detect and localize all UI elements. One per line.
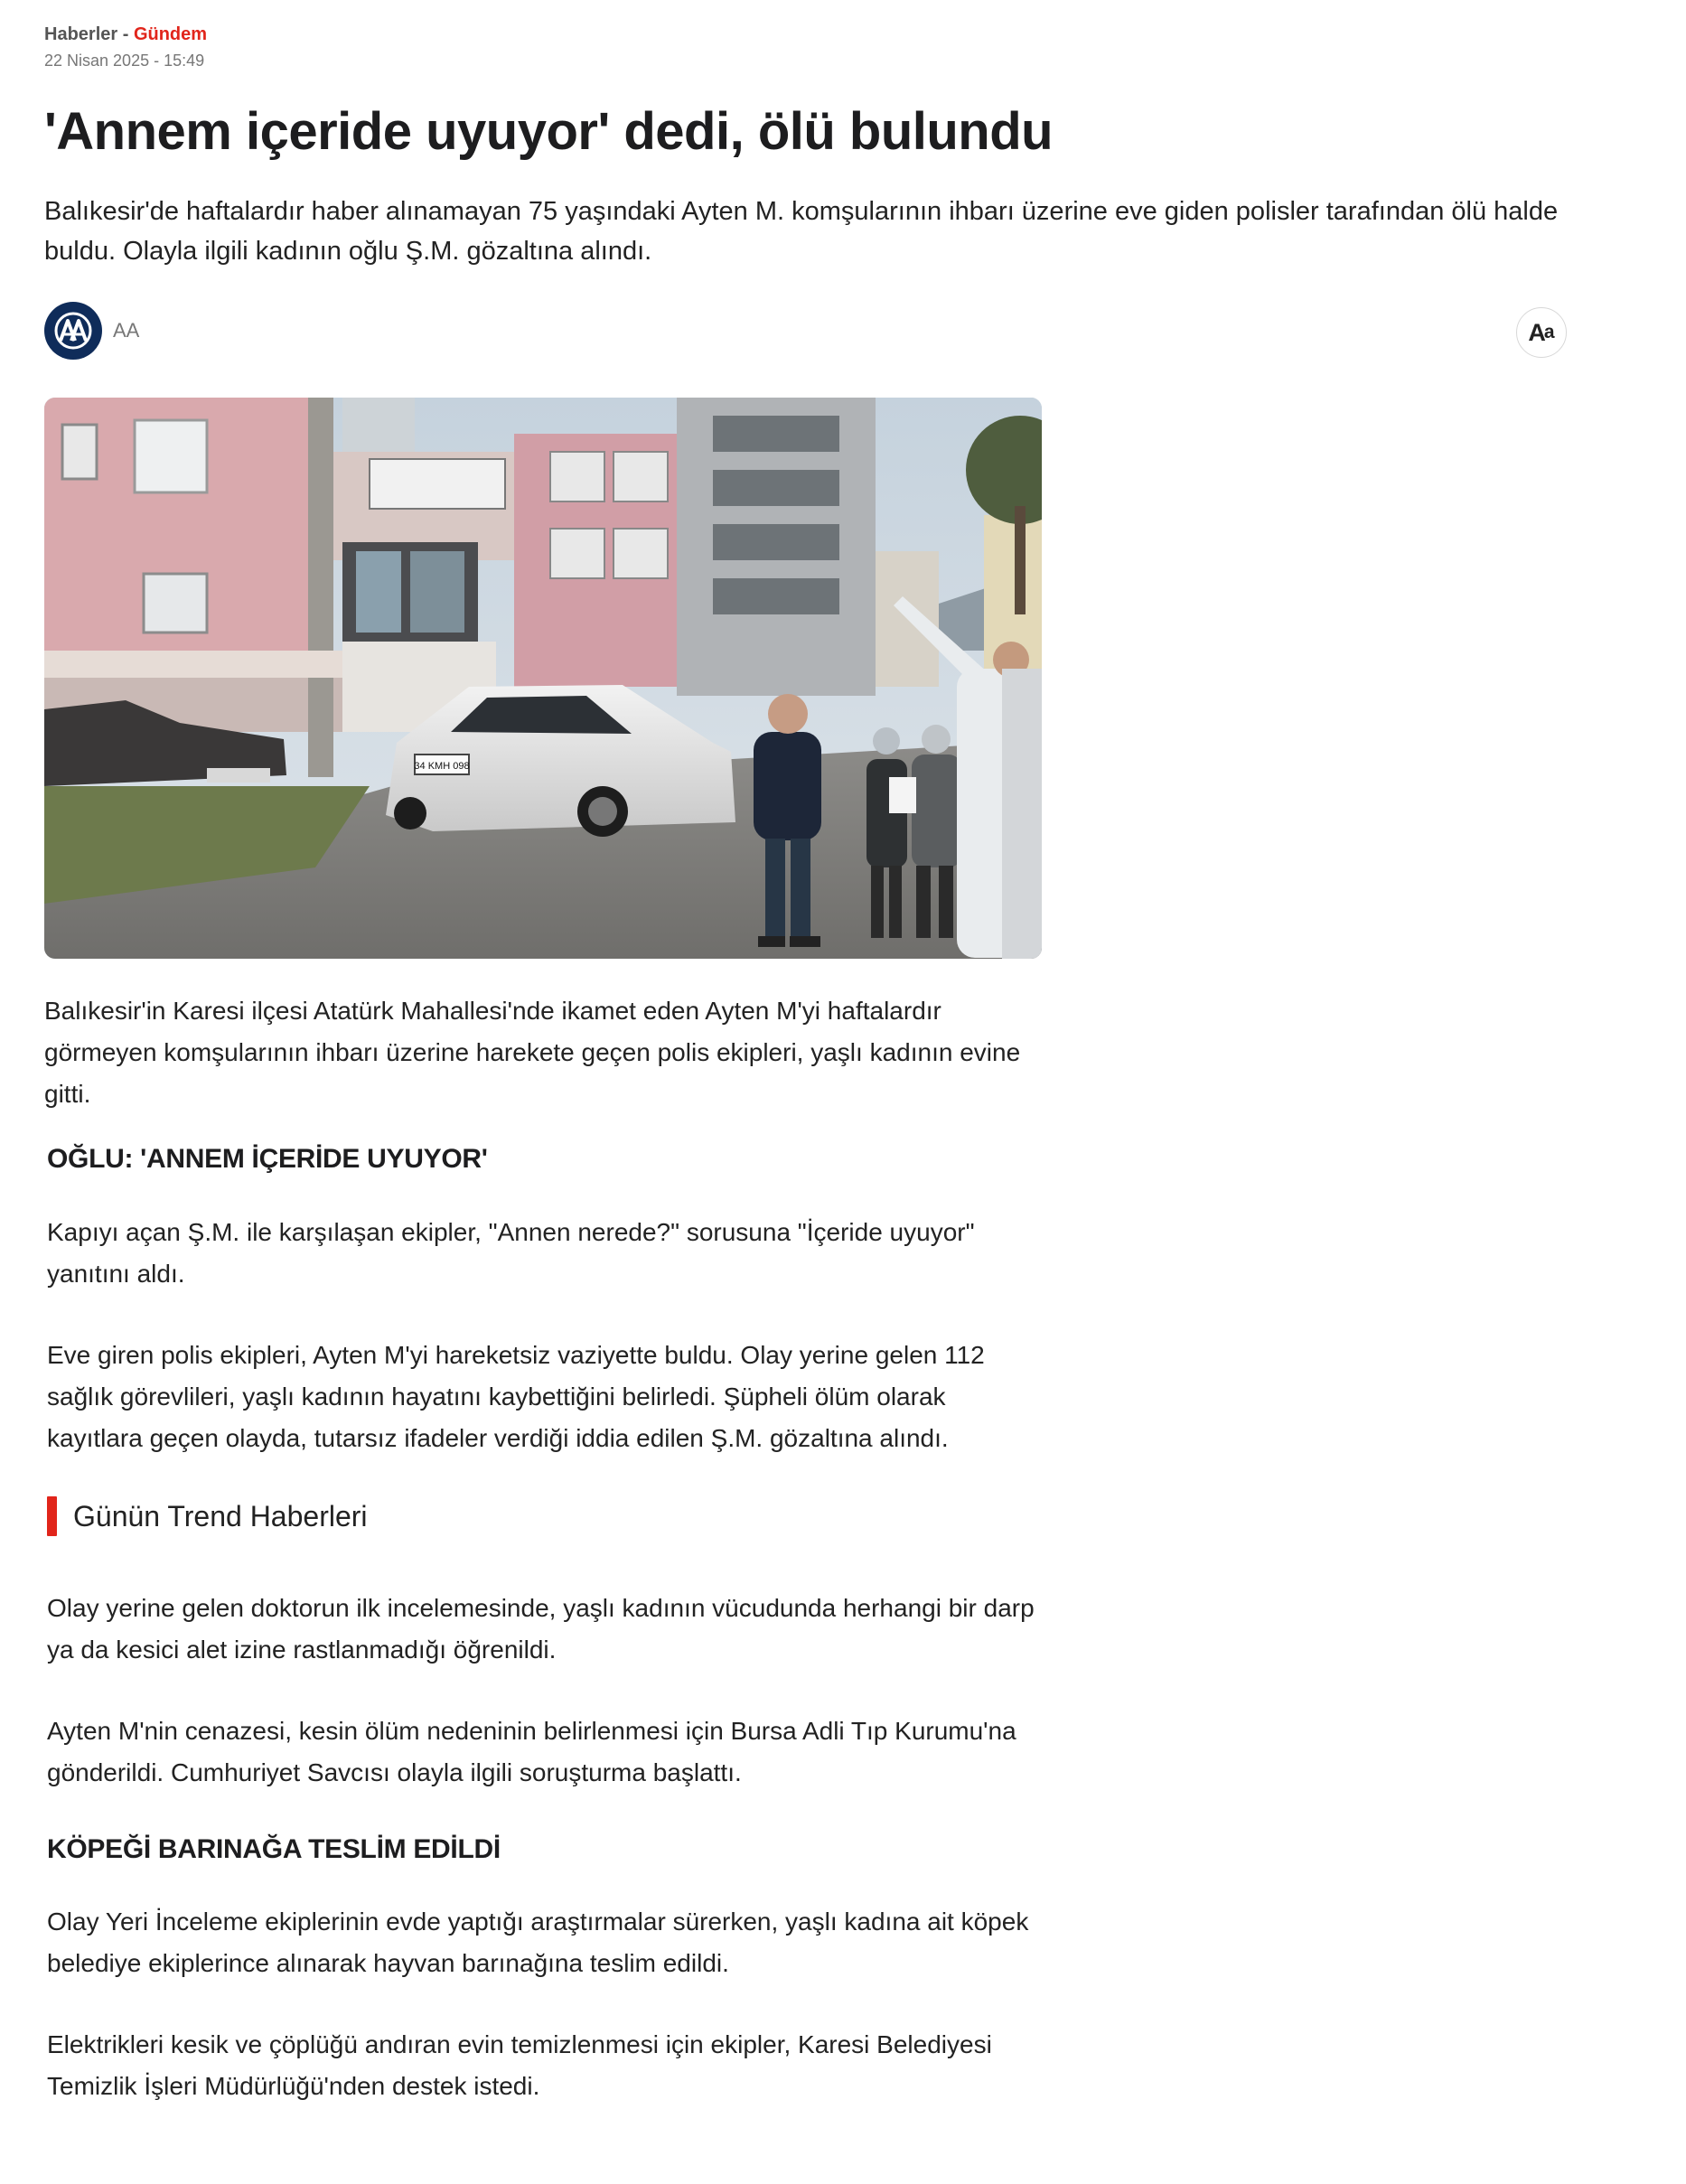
source-info	[44, 302, 139, 360]
breadcrumb	[44, 24, 207, 45]
trend-news-header[interactable]	[47, 1496, 368, 1536]
trend-news-title[interactable]: Günün Trend Haberleri	[73, 1499, 368, 1533]
license-plate: 34 KMH 098	[414, 761, 470, 772]
article-paragraph: Olay yerine gelen doktorun ilk incelemesinde, yaşlı kadının vücudunda herhangi bir darp ya da kesici alet izine rastlanmadığı öğrenildi.	[47, 1594, 1035, 1664]
breadcrumb-category[interactable]: Gündem	[133, 24, 208, 44]
font-size-icon-small: a	[1543, 322, 1555, 342]
font-size-button[interactable]	[1516, 307, 1567, 358]
article-subheading: KÖPEĞİ BARINAĞA TESLİM EDİLDİ	[47, 1834, 501, 1864]
breadcrumb-section[interactable]: Haberler	[44, 24, 118, 44]
article-paragraph: Eve giren polis ekipleri, Ayten M'yi hareketsiz vaziyette buldu. Olay yerine gelen 112 sağlık görevlileri, yaşlı kadının hayatını kaybettiğini belirledi. Şüpheli ölüm olarak kayıtlara geçen olayda, tutarsız ifadeler verdiği iddia edilen Ş.M. gözaltına alındı.	[47, 1341, 985, 1452]
article-title: 'Annem içeride uyuyor' dedi, ölü bulundu	[44, 102, 1054, 161]
article-photo	[44, 398, 1042, 959]
trend-accent-bar	[47, 1496, 57, 1536]
publish-date: 22 Nisan 2025 - 15:49	[44, 52, 205, 70]
article-paragraph: Elektrikleri kesik ve çöplüğü andıran evin temizlenmesi için ekipler, Karesi Belediyesi Temizlik İşleri Müdürlüğü'nden destek istedi.	[47, 2030, 992, 2100]
article-paragraph: Olay Yeri İnceleme ekiplerinin evde yaptığı araştırmalar sürerken, yaşlı kadına ait köpek belediye ekiplerince alınarak hayvan barınağına teslim edildi.	[47, 1907, 1029, 1977]
article-paragraph: Balıkesir'in Karesi ilçesi Atatürk Mahallesi'nde ikamet eden Ayten M'yi haftalardır görmeyen komşularının ihbarı üzerine harekete geçen polis ekipleri, yaşlı kadının evine gitti.	[44, 997, 1021, 1108]
breadcrumb-separator: -	[117, 24, 134, 44]
article-summary: Balıkesir'de haftalardır haber alınamayan 75 yaşındaki Ayten M. komşularının ihbarı üzerine eve giden polisler tarafından ölü halde buldu. Olayla ilgili kadının oğlu Ş.M. gözaltına alındı.	[44, 197, 1559, 266]
article-paragraph: Ayten M'nin cenazesi, kesin ölüm nedeninin belirlenmesi için Bursa Adli Tıp Kurumu'na gönderildi. Cumhuriyet Savcısı olayla ilgili soruşturma başlattı.	[47, 1717, 1016, 1786]
font-size-icon-large: A	[1528, 318, 1544, 346]
article-subheading: OĞLU: 'ANNEM İÇERİDE UYUYOR'	[47, 1144, 488, 1174]
article-paragraph: Kapıyı açan Ş.M. ile karşılaşan ekipler, "Annen nerede?" sorusuna "İçeride uyuyor" yanıtını aldı.	[47, 1218, 975, 1288]
aa-logo-icon[interactable]	[44, 302, 102, 360]
source-name[interactable]: AA	[113, 319, 140, 342]
